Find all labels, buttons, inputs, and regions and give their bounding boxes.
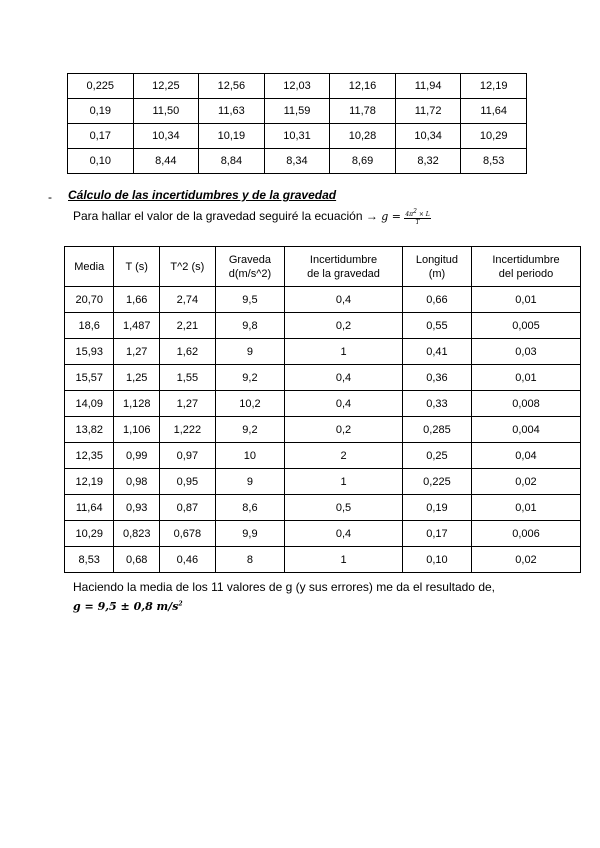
table-cell: 0,55 xyxy=(402,313,471,339)
table-cell: 10,2 xyxy=(215,391,284,417)
column-header-line: Incertidumbre xyxy=(309,253,378,266)
table-cell: 0,01 xyxy=(471,365,580,391)
table-row xyxy=(65,391,581,417)
column-header-line: (m) xyxy=(428,267,446,280)
table-cell: 10,29 xyxy=(65,521,114,547)
table-cell: 0,4 xyxy=(285,391,403,417)
table-cell: 0,17 xyxy=(68,124,134,149)
column-header-line: T (s) xyxy=(125,260,148,273)
table-cell: 1,222 xyxy=(160,417,216,443)
table-cell: 0,006 xyxy=(471,521,580,547)
table-cell: 10,34 xyxy=(395,124,461,149)
table-row xyxy=(68,74,527,99)
column-header-line: Incertidumbre xyxy=(492,253,560,266)
table-cell: 0,98 xyxy=(114,469,160,495)
table-cell: 9,5 xyxy=(215,287,284,313)
table-cell: 10,29 xyxy=(461,124,527,149)
table-row xyxy=(65,313,581,339)
table-cell: 10,34 xyxy=(133,124,199,149)
period-data-table xyxy=(67,73,527,174)
table-cell: 8,84 xyxy=(199,149,265,174)
table-cell: 0,99 xyxy=(114,443,160,469)
table-cell: 8,44 xyxy=(133,149,199,174)
column-header xyxy=(215,247,284,287)
equation-intro xyxy=(73,208,431,226)
table-cell: 0,93 xyxy=(114,495,160,521)
table-cell: 0,4 xyxy=(285,365,403,391)
bullet-marker: - xyxy=(48,190,52,204)
table-cell: 0,2 xyxy=(285,313,403,339)
table-cell: 0,66 xyxy=(402,287,471,313)
table-cell: 8,53 xyxy=(461,149,527,174)
table-cell: 0,225 xyxy=(402,469,471,495)
table-cell: 8,53 xyxy=(65,547,114,573)
table-cell: 1,55 xyxy=(160,365,216,391)
table-cell: 0,19 xyxy=(402,495,471,521)
table-cell: 0,01 xyxy=(471,287,580,313)
column-header-line: Media xyxy=(74,260,105,273)
table-cell: 12,19 xyxy=(65,469,114,495)
table-cell: 1,27 xyxy=(114,339,160,365)
table-cell: 0,02 xyxy=(471,547,580,573)
intro-text: Para hallar el valor de la gravedad seguiré la ecuación → xyxy=(73,209,378,224)
table-cell: 0,41 xyxy=(402,339,471,365)
table-cell: 18,6 xyxy=(65,313,114,339)
column-header xyxy=(65,247,114,287)
table-row xyxy=(65,287,581,313)
table-cell: 12,56 xyxy=(199,74,265,99)
table-cell: 0,10 xyxy=(68,149,134,174)
table-cell: 11,94 xyxy=(395,74,461,99)
table-cell: 1,487 xyxy=(114,313,160,339)
table-row xyxy=(65,417,581,443)
table-cell: 11,63 xyxy=(199,99,265,124)
table-cell: 1,66 xyxy=(114,287,160,313)
table-cell: 0,25 xyxy=(402,443,471,469)
table-cell: 10,19 xyxy=(199,124,265,149)
table-cell: 0,4 xyxy=(285,287,403,313)
equation-numerator: $4\pi^2 \times L$ xyxy=(405,208,430,218)
table-cell: 11,59 xyxy=(264,99,330,124)
table-row xyxy=(65,547,581,573)
table-cell: 0,46 xyxy=(160,547,216,573)
table-cell: 0,19 xyxy=(68,99,134,124)
table-cell: 20,70 xyxy=(65,287,114,313)
table-row xyxy=(68,99,527,124)
table-cell: 13,82 xyxy=(65,417,114,443)
table-row xyxy=(65,443,581,469)
table-cell: 11,64 xyxy=(461,99,527,124)
table-cell: 12,25 xyxy=(133,74,199,99)
table-cell: 8 xyxy=(215,547,284,573)
conclusion-text: Haciendo la media de los 11 valores de g (y sus errores) me da el resultado de, xyxy=(73,580,495,594)
table-cell: 2 xyxy=(285,443,403,469)
table-cell: 12,03 xyxy=(264,74,330,99)
table-cell: 0,678 xyxy=(160,521,216,547)
table-cell: 0,17 xyxy=(402,521,471,547)
table-cell: 0,02 xyxy=(471,469,580,495)
table-cell: 0,285 xyxy=(402,417,471,443)
equation-lhs: g = xyxy=(381,210,401,224)
table-cell: 12,35 xyxy=(65,443,114,469)
table-cell: 0,225 xyxy=(68,74,134,99)
table-cell: 1,106 xyxy=(114,417,160,443)
table-cell: 0,01 xyxy=(471,495,580,521)
table-cell: 0,4 xyxy=(285,521,403,547)
table-cell: 10,31 xyxy=(264,124,330,149)
table-cell: 10 xyxy=(215,443,284,469)
table-cell: 12,19 xyxy=(461,74,527,99)
table-cell: 11,78 xyxy=(330,99,396,124)
table-cell: 0,68 xyxy=(114,547,160,573)
column-header-line: Longitud xyxy=(415,253,459,266)
gravity-results-table xyxy=(64,246,581,573)
table-cell: 0,04 xyxy=(471,443,580,469)
table-cell: 0,95 xyxy=(160,469,216,495)
table-cell: 1,25 xyxy=(114,365,160,391)
table-cell: 9,2 xyxy=(215,417,284,443)
table-cell: 14,09 xyxy=(65,391,114,417)
table-cell: 0,03 xyxy=(471,339,580,365)
table-cell: 8,32 xyxy=(395,149,461,174)
table-cell: 9,2 xyxy=(215,365,284,391)
table-cell: 0,2 xyxy=(285,417,403,443)
table-cell: 0,36 xyxy=(402,365,471,391)
table-cell: 8,69 xyxy=(330,149,396,174)
table-row xyxy=(68,149,527,174)
equation-fraction xyxy=(404,208,430,226)
gravity-result: g = 9,5 ± 0,8 $m/s^2$ xyxy=(73,600,183,613)
table-cell: 9,8 xyxy=(215,313,284,339)
column-header xyxy=(285,247,403,287)
table-cell: 1,128 xyxy=(114,391,160,417)
table-row xyxy=(65,365,581,391)
table-cell: 0,823 xyxy=(114,521,160,547)
table-cell: 9 xyxy=(215,469,284,495)
column-header-line: del periodo xyxy=(498,267,554,280)
table-cell: 0,97 xyxy=(160,443,216,469)
table-row xyxy=(65,495,581,521)
table-cell: 8,34 xyxy=(264,149,330,174)
column-header xyxy=(402,247,471,287)
column-header-line: de la gravedad xyxy=(307,267,380,280)
table-cell: 2,21 xyxy=(160,313,216,339)
table-cell: 15,57 xyxy=(65,365,114,391)
column-header xyxy=(160,247,216,287)
table-cell: 11,64 xyxy=(65,495,114,521)
table-cell: 10,28 xyxy=(330,124,396,149)
equation-denominator: T xyxy=(415,219,420,226)
table-cell: 1 xyxy=(285,547,403,573)
table-cell: 11,72 xyxy=(395,99,461,124)
table-row xyxy=(65,469,581,495)
column-header-line: Graveda xyxy=(228,253,272,266)
column-header xyxy=(471,247,580,287)
table-cell: 0,5 xyxy=(285,495,403,521)
section-heading: Cálculo de las incertidumbres y de la gravedad xyxy=(68,188,337,202)
column-header-line: d(m/s^2) xyxy=(228,267,272,280)
table-row xyxy=(68,124,527,149)
table-cell: 9 xyxy=(215,339,284,365)
table-cell: 1,27 xyxy=(160,391,216,417)
table-row xyxy=(65,339,581,365)
table-cell: 0,10 xyxy=(402,547,471,573)
table-cell: 2,74 xyxy=(160,287,216,313)
column-header-line: T^2 (s) xyxy=(170,260,205,273)
table-cell: 0,004 xyxy=(471,417,580,443)
column-header xyxy=(114,247,160,287)
table-cell: 12,16 xyxy=(330,74,396,99)
table-cell: 8,6 xyxy=(215,495,284,521)
table-cell: 1,62 xyxy=(160,339,216,365)
table-cell: 9,9 xyxy=(215,521,284,547)
table-cell: 0,33 xyxy=(402,391,471,417)
table-cell: 1 xyxy=(285,339,403,365)
table-cell: 0,005 xyxy=(471,313,580,339)
table-cell: 11,50 xyxy=(133,99,199,124)
table-row xyxy=(65,521,581,547)
table-cell: 15,93 xyxy=(65,339,114,365)
table-cell: 1 xyxy=(285,469,403,495)
table-cell: 0,008 xyxy=(471,391,580,417)
table-cell: 0,87 xyxy=(160,495,216,521)
